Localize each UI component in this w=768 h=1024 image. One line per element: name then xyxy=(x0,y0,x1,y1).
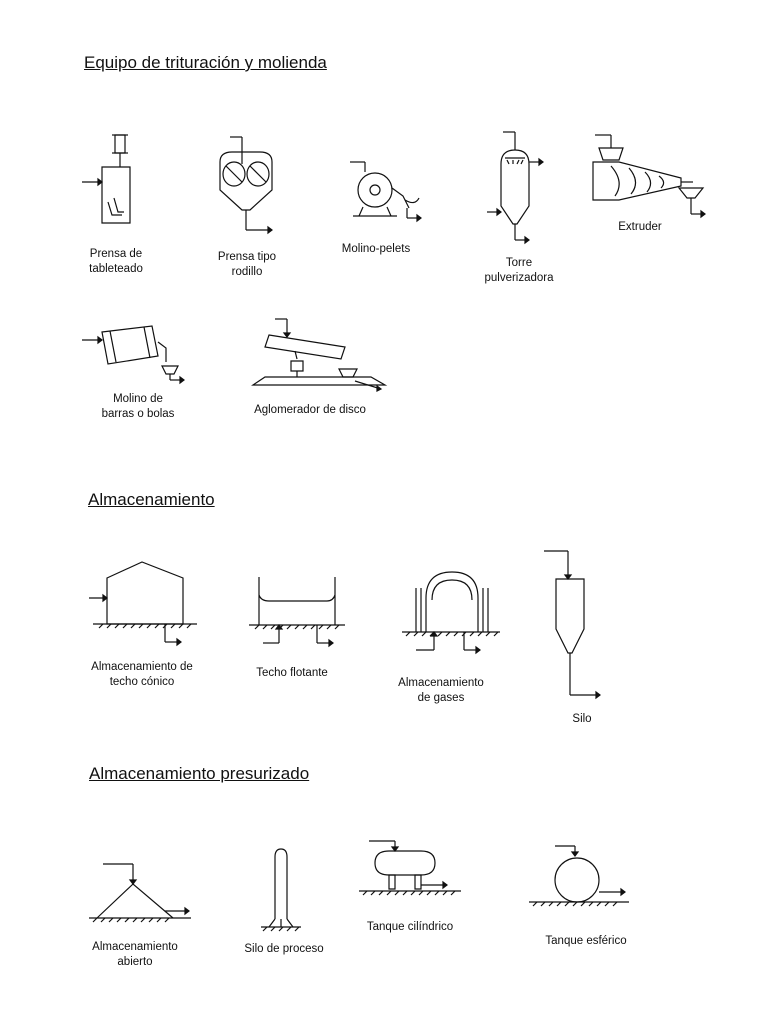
process-silo-symbol xyxy=(255,845,305,930)
label-disc-agglomerator: Aglomerador de disco xyxy=(254,404,366,416)
roller-press-symbol xyxy=(212,132,282,232)
label-floating-roof: Techo flotante xyxy=(256,667,328,679)
spray-tower-symbol xyxy=(485,128,555,248)
label-spherical-tank: Tanque esférico xyxy=(545,935,627,947)
label-silo: Silo xyxy=(572,713,592,725)
disc-agglomerator-symbol xyxy=(245,315,395,395)
rod-ball-mill-symbol xyxy=(78,318,188,388)
section-title-pressurized: Almacenamiento presurizado xyxy=(89,764,310,783)
label-process-silo: Silo de proceso xyxy=(244,943,324,955)
cylindrical-tank-symbol xyxy=(355,835,465,905)
silo-symbol xyxy=(540,545,620,705)
spherical-tank-symbol xyxy=(525,840,635,920)
floating-roof-tank-symbol xyxy=(245,573,350,653)
extruder-symbol xyxy=(585,130,715,225)
label-gas-storage: Almacenamiento de gases xyxy=(398,677,484,704)
label-open-storage: Almacenamiento abierto xyxy=(92,941,178,968)
label-roller-press: Prensa tipo rodillo xyxy=(217,251,277,278)
label-extruder: Extruder xyxy=(618,221,662,233)
label-cone-roof: Almacenamiento de techo cónico xyxy=(91,661,193,688)
label-cylindrical-tank: Tanque cilíndrico xyxy=(366,921,454,933)
tablet-press-symbol xyxy=(78,130,148,230)
label-tablet-press: Prensa de tableteado xyxy=(89,248,143,275)
label-spray-tower: Torre pulverizadora xyxy=(484,257,554,284)
cone-roof-tank-symbol xyxy=(85,558,200,653)
gas-storage-symbol xyxy=(400,560,505,665)
label-rod-ball-mill: Molino de barras o bolas xyxy=(101,393,175,420)
section-title-crushing: Equipo de trituración y molienda xyxy=(84,53,327,72)
label-pellet-mill: Molino-pelets xyxy=(341,243,411,255)
pellet-mill-symbol xyxy=(345,158,430,228)
open-storage-symbol xyxy=(85,858,195,928)
section-title-storage: Almacenamiento xyxy=(88,490,215,509)
